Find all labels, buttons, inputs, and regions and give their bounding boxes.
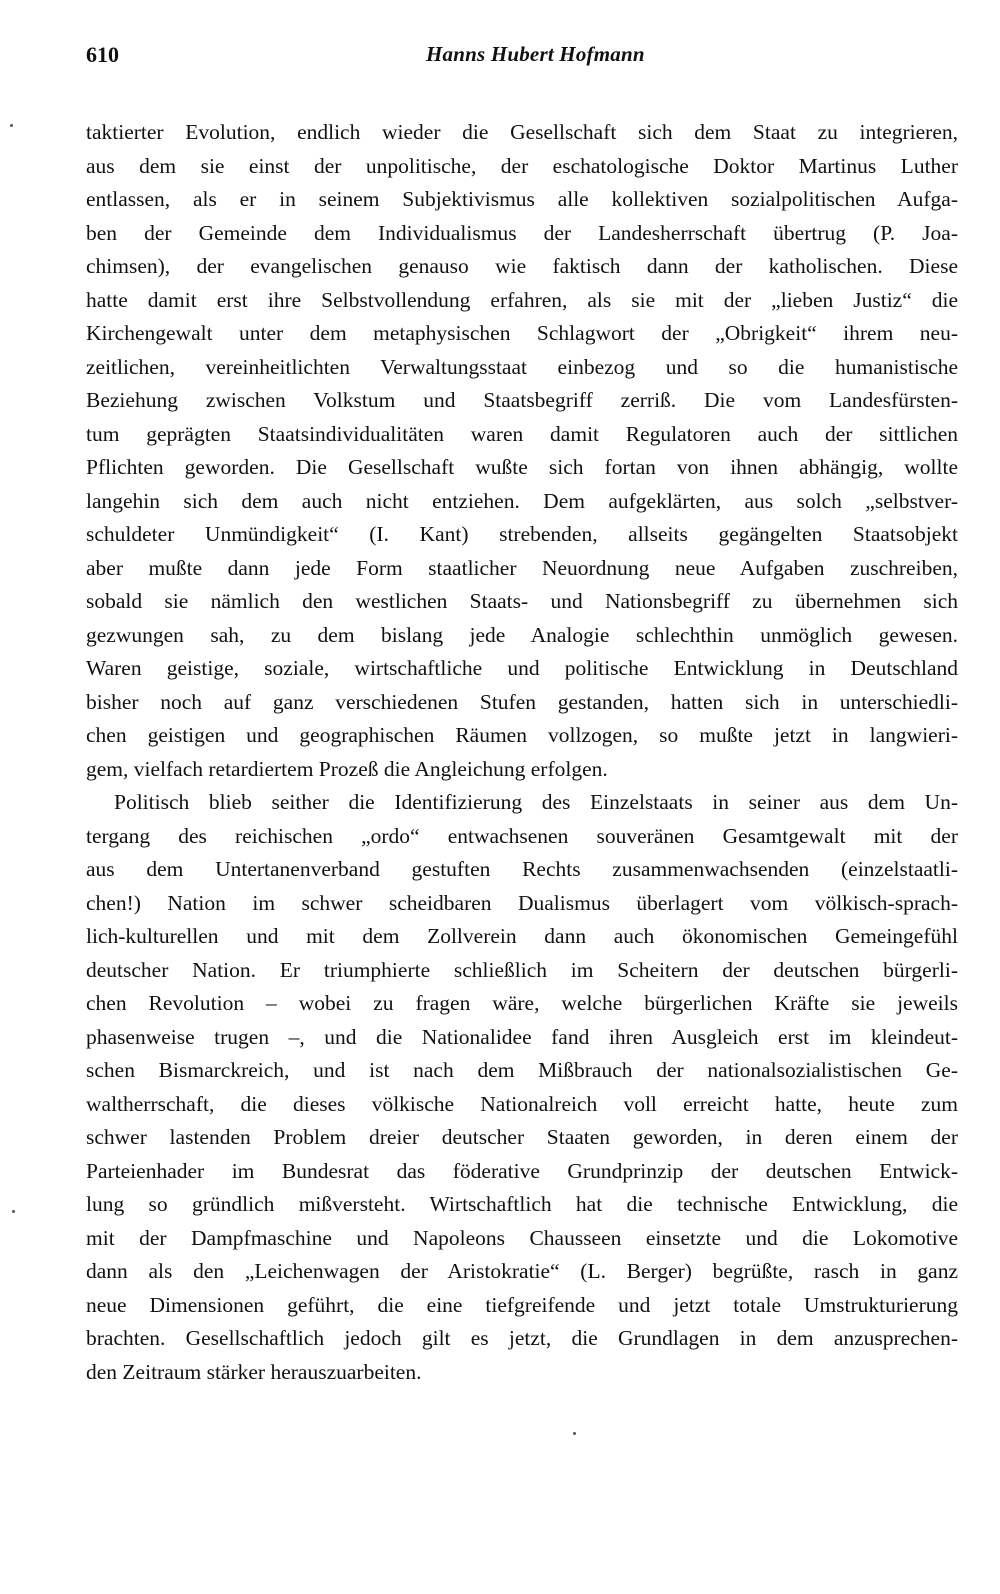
text-line: Beziehung zwischen Volkstum und Staatsbegriff zerriß. Die vom Landesfürsten- [86,388,958,412]
text-line: Waren geistige, soziale, wirtschaftliche und politische Entwicklung in Deutschland [86,656,958,680]
text-line: Politisch blieb seither die Identifizierung des Einzelstaats in seiner aus dem Un- [114,790,958,814]
text-line: chen geistigen und geographischen Räumen vollzogen, so mußte jetzt in langwieri- [86,723,958,747]
text-line: phasenweise trugen –, und die Nationalidee fand ihren Ausgleich erst im kleindeut- [86,1024,958,1049]
text-line: schwer lastenden Problem dreier deutscher Staaten geworden, in deren einem der [86,1125,958,1149]
text-line: Kirchengewalt unter dem metaphysischen Schlagwort der „Obrigkeit“ ihrem neu- [86,321,958,345]
text-line: chimsen), der evangelischen genauso wie faktisch dann der katholischen. Diese [86,254,958,278]
text-line: brachten. Gesellschaftlich jedoch gilt es jetzt, die Grundlagen in dem anzusprechen- [86,1326,958,1350]
text-line: dann als den „Leichenwagen der Aristokratie“ (L. Berger) begrüßte, rasch in ganz [86,1259,958,1283]
text-line: langehin sich dem auch nicht entziehen. Dem aufgeklärten, aus solch „selbstver- [86,488,958,513]
text-line: taktierter Evolution, endlich wieder die Gesellschaft sich dem Staat zu integrieren, [86,120,958,144]
text-line: lich-kulturellen und mit dem Zollverein dann auch ökonomischen Gemeingefühl [86,924,958,948]
text-line: gezwungen sah, zu dem bislang jede Analogie schlechthin unmöglich gewesen. [86,622,958,647]
text-line: chen!) Nation im schwer scheidbaren Dualismus überlagert vom völkisch-sprach- [86,890,958,915]
text-line: Pflichten geworden. Die Gesellschaft wußte sich fortan von ihnen abhängig, wollte [86,455,958,479]
page-header [86,42,956,82]
text-line: aus dem Untertanenverband gestuften Rechts zusammenwachsenden (einzelstaatli- [86,857,958,881]
text-line: bisher noch auf ganz verschiedenen Stufen gestanden, hatten sich in unterschiedli- [86,689,958,714]
text-line: tergang des reichischen „ordo“ entwachsenen souveränen Gesamtgewalt mit der [86,823,958,848]
text-line: schen Bismarckreich, und ist nach dem Mißbrauch der nationalsozialistischen Ge- [86,1058,958,1082]
running-head-author: Hanns Hubert Hofmann [426,42,645,66]
text-line: aus dem sie einst der unpolitische, der eschatologische Doktor Martinus Luther [86,153,958,178]
text-line: aber mußte dann jede Form staatlicher Neuordnung neue Aufgaben zuschreiben, [86,555,958,580]
text-line: tum geprägten Staatsindividualitäten waren damit Regulatoren auch der sittlichen [86,421,958,446]
text-line: entlassen, als er in seinem Subjektivismus alle kollektiven sozialpolitischen Aufga- [86,187,958,211]
text-line: zeitlichen, vereinheitlichten Verwaltungsstaat einbezog und so die humanistische [86,354,958,379]
text-line: Parteienhader im Bundesrat das föderative Grundprinzip der deutschen Entwick- [86,1158,958,1183]
page-number: 610 [86,42,119,67]
text-line: deutscher Nation. Er triumphierte schließlich im Scheitern der deutschen bürgerli- [86,957,958,982]
text-line: waltherrschaft, die dieses völkische Nationalreich voll erreicht hatte, heute zum [86,1091,958,1116]
text-line: schuldeter Unmündigkeit“ (I. Kant) strebenden, allseits gegängelten Staatsobjekt [86,522,958,546]
scan-speck [10,124,13,127]
paragraph [86,786,958,1389]
body-text [86,116,958,1389]
text-line: lung so gründlich mißversteht. Wirtschaftlich hat die technische Entwicklung, die [86,1192,958,1216]
text-line: den Zeitraum stärker herauszuarbeiten. [86,1359,422,1384]
text-line: hatte damit erst ihre Selbstvollendung erfahren, als sie mit der „lieben Justiz“ die [86,287,958,312]
text-line: neue Dimensionen geführt, die eine tiefgreifende und jetzt totale Umstrukturierung [86,1292,958,1317]
text-line: mit der Dampfmaschine und Napoleons Chausseen einsetzte und die Lokomotive [86,1225,958,1250]
scan-speck [573,1432,576,1435]
text-line: gem, vielfach retardiertem Prozeß die Angleichung erfolgen. [86,756,608,781]
scan-speck [12,1210,15,1213]
text-line: ben der Gemeinde dem Individualismus der Landesherrschaft übertrug (P. Joa- [86,220,958,245]
paragraph [86,116,958,786]
text-line: chen Revolution – wobei zu fragen wäre, welche bürgerlichen Kräfte sie jeweils [86,991,958,1015]
text-line: sobald sie nämlich den westlichen Staats- und Nationsbegriff zu übernehmen sich [86,589,958,613]
